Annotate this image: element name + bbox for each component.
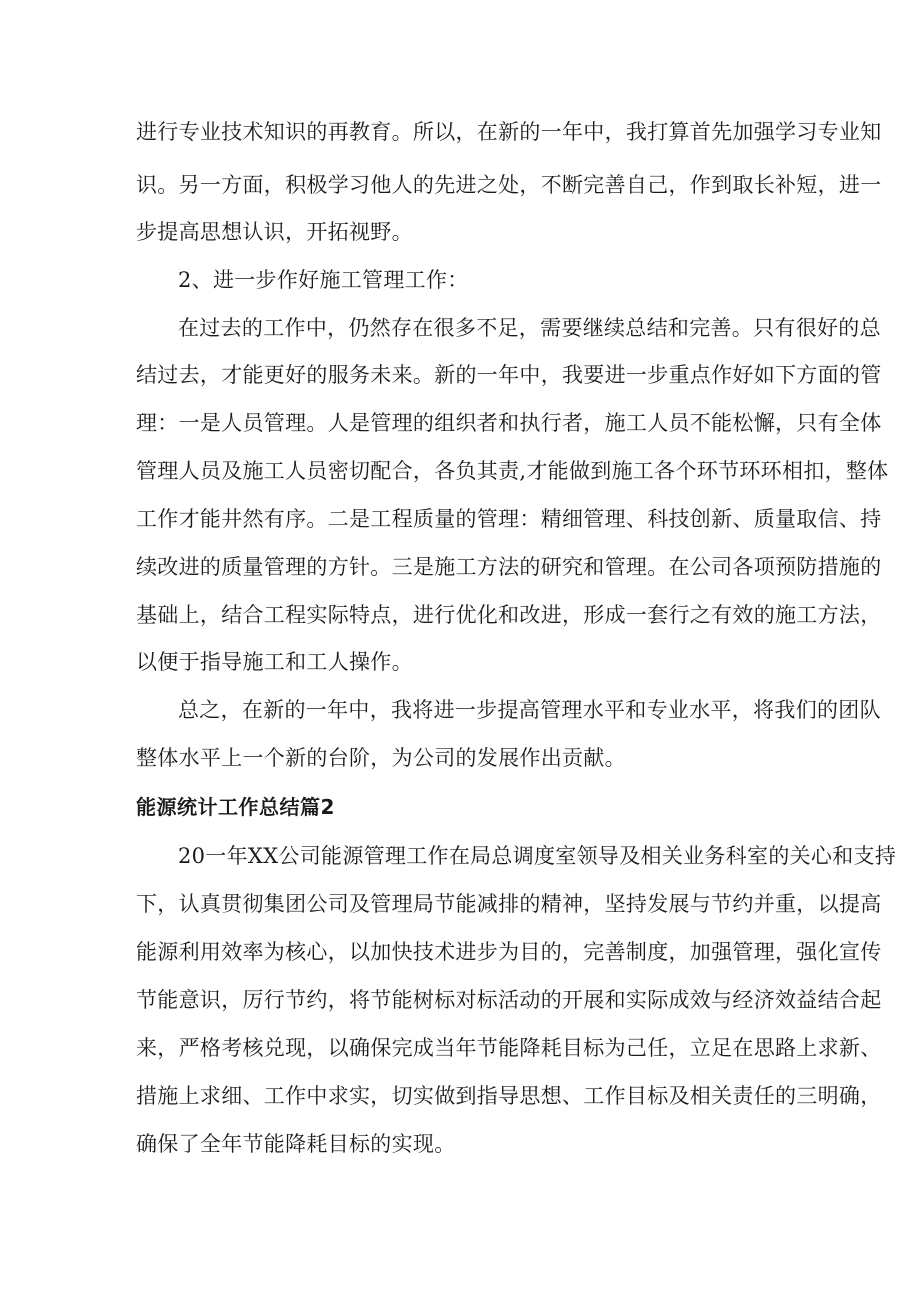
- paragraph-1-line-1: 进行专业技术知识的再教育。所以，在新的一年中，我打算首先加强学习专业知: [136, 120, 882, 144]
- paragraph-3-line-2: 结过去，才能更好的服务未来。新的一年中，我要进一步重点作好如下方面的管: [136, 363, 882, 387]
- paragraph-3-line-3: 理：一是人员管理。人是管理的组织者和执行者，施工人员不能松懈，只有全体: [136, 411, 882, 435]
- paragraph-1-line-2: 识。另一方面，积极学习他人的先进之处，不断完善自己，作到取长补短，进一: [136, 173, 882, 197]
- section-paragraph-line-4: 节能意识，厉行节约，将节能树标对标活动的开展和实际成效与经济效益结合起: [136, 988, 882, 1012]
- section-paragraph-line-1: 20一年XX公司能源管理工作在局总调度室领导及相关业务科室的关心和支持: [178, 844, 897, 868]
- section-paragraph-line-3: 能源利用效率为核心，以加快技术进步为目的，完善制度，加强管理，强化宣传: [136, 940, 882, 964]
- paragraph-3-line-5: 工作才能井然有序。二是工程质量的管理：精细管理、科技创新、质量取信、持: [136, 507, 882, 531]
- paragraph-3-line-4: 管理人员及施工人员密切配合，各负其责,才能做到施工各个环节环环相扣，整体: [136, 459, 889, 483]
- section-heading: 能源统计工作总结篇2: [136, 795, 335, 819]
- section-paragraph-line-2: 下，认真贯彻集团公司及管理局节能减排的精神，坚持发展与节约并重，以提高: [136, 892, 882, 916]
- paragraph-3-line-6: 续改进的质量管理的方针。三是施工方法的研究和管理。在公司各项预防措施的: [136, 555, 882, 579]
- paragraph-4-line-2: 整体水平上一个新的台阶，为公司的发展作出贡献。: [136, 746, 626, 770]
- section-paragraph-line-6: 措施上求细、工作中求实，切实做到指导思想、工作目标及相关责任的三明确，: [136, 1084, 882, 1108]
- paragraph-4-line-1: 总之，在新的一年中，我将进一步提高管理水平和专业水平，将我们的团队: [178, 698, 881, 722]
- paragraph-3-line-8: 以便于指导施工和工人操作。: [136, 650, 413, 674]
- paragraph-3-line-1: 在过去的工作中，仍然存在很多不足，需要继续总结和完善。只有很好的总: [178, 316, 881, 340]
- section-paragraph-line-7: 确保了全年节能降耗目标的实现。: [136, 1132, 456, 1156]
- section-paragraph-line-5: 来，严格考核兑现，以确保完成当年节能降耗目标为己任，立足在思路上求新、: [136, 1036, 882, 1060]
- paragraph-1-line-3: 步提高思想认识，开拓视野。: [136, 220, 413, 244]
- paragraph-2-line-1: 2、进一步作好施工管理工作：: [178, 268, 469, 292]
- paragraph-3-line-7: 基础上，结合工程实际特点，进行优化和改进，形成一套行之有效的施工方法，: [136, 603, 882, 627]
